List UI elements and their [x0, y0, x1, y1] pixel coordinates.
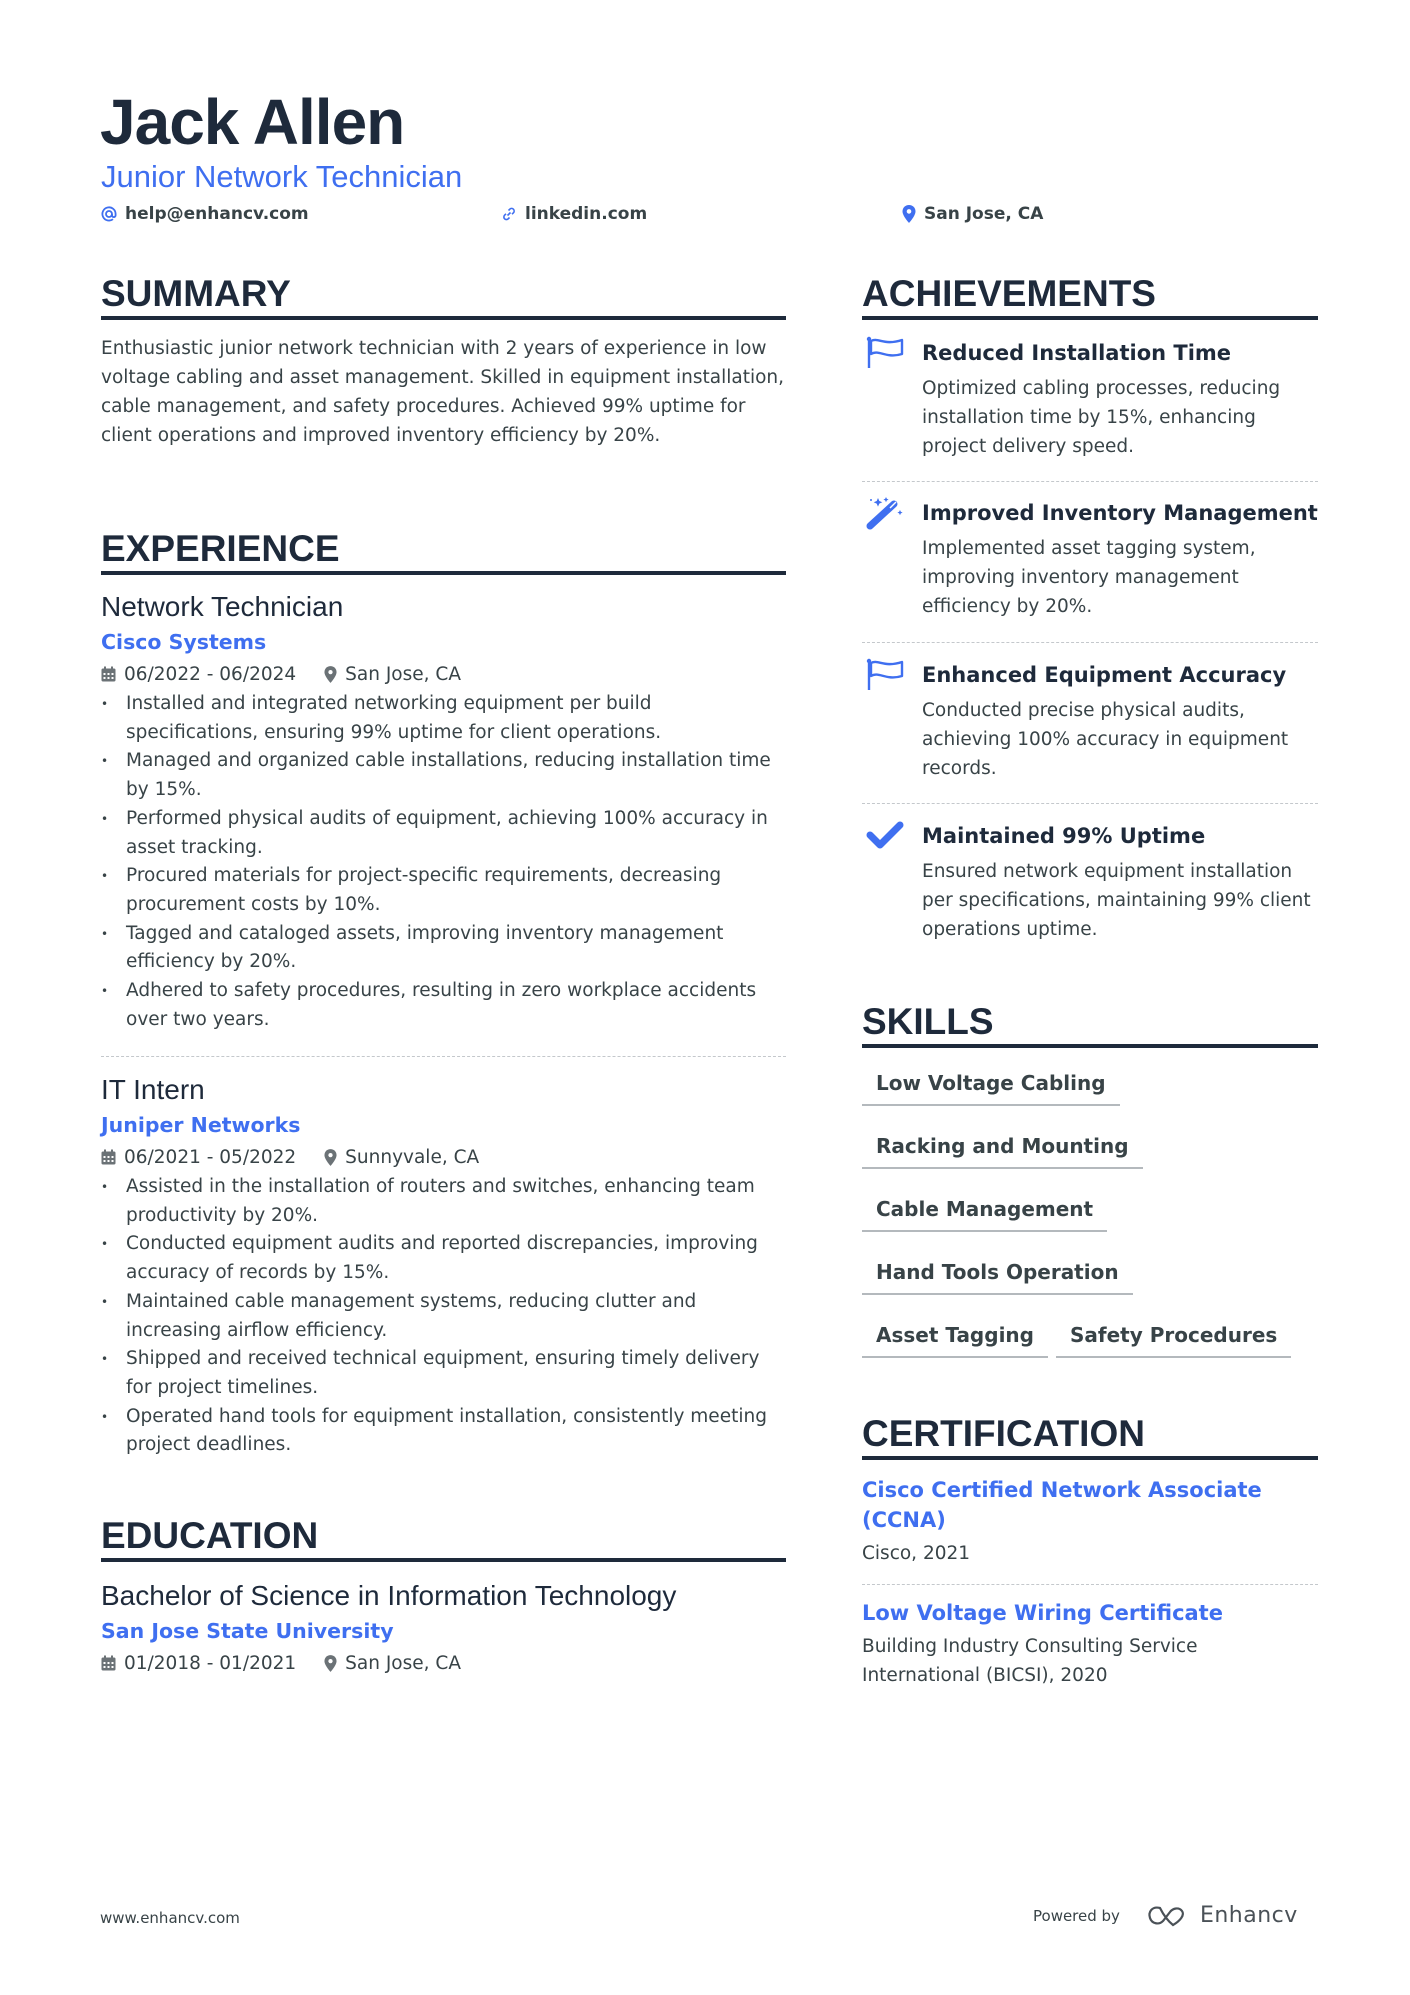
certification-title: Low Voltage Wiring Certificate [862, 1601, 1223, 1625]
job-bullet: • Performed physical audits of equipment, achieving 100% accuracy in asset tracking. [101, 805, 786, 862]
certification-title: Cisco Certified Network Associate (CCNA) [862, 1478, 1262, 1532]
calendar-icon [101, 1655, 116, 1671]
powered-by-label: Powered by [1033, 1906, 1120, 1925]
education-dates [101, 1653, 296, 1674]
job-dates [101, 1147, 296, 1168]
achievement-description: Implemented asset tagging system, improving inventory management efficiency by 20%. [922, 538, 1256, 617]
achievement-description: Ensured network equipment installation per specifications, maintaining 99% client operations uptime. [922, 861, 1311, 940]
achievement-title: Improved Inventory Management [922, 501, 1318, 525]
job-bullet: • Maintained cable management systems, reducing clutter and increasing airflow efficiency. [101, 1288, 786, 1345]
summary-heading: SUMMARY [101, 272, 786, 320]
education-item [101, 1578, 786, 1677]
skill-tag: Low Voltage Cabling [862, 1068, 1120, 1106]
certification-issuer: Building Industry Consulting Service International (BICSI), 2020 [862, 1636, 1198, 1686]
job-bullet: • Installed and integrated networking equipment per build specifications, ensuring 99% uptime for client operations. [101, 690, 786, 747]
achievement-divider [862, 481, 1318, 482]
job-location-text: San Jose, CA [345, 663, 461, 685]
job-bullet: • Tagged and cataloged assets, improving inventory management efficiency by 20%. [101, 920, 786, 977]
education-location-text: San Jose, CA [345, 1652, 461, 1674]
contact-location-text: San Jose, CA [924, 204, 1044, 224]
education-heading: EDUCATION [101, 1514, 786, 1562]
job-dates [101, 664, 296, 685]
certification-heading: CERTIFICATION [862, 1412, 1318, 1460]
experience-item [101, 1072, 786, 1460]
location-pin-icon [902, 205, 916, 223]
job-meta [101, 660, 786, 688]
contact-email[interactable] [101, 202, 309, 226]
job-role: IT Intern [101, 1074, 205, 1105]
achievement-title: Maintained 99% Uptime [922, 824, 1206, 848]
footer-website[interactable]: www.enhancv.com [100, 1909, 240, 1927]
achievement-divider [862, 642, 1318, 643]
brand-name: Enhancv [1199, 1903, 1298, 1928]
certification-divider [862, 1584, 1318, 1585]
achievement-title: Reduced Installation Time [922, 341, 1232, 365]
at-icon [101, 206, 117, 222]
magic-wand-icon [866, 496, 904, 530]
enhancv-logo-icon [1146, 1904, 1192, 1928]
contact-linkedin[interactable] [501, 202, 647, 226]
job-bullet: • Operated hand tools for equipment installation, consistently meeting project deadlines. [101, 1403, 786, 1460]
job-bullet: • Shipped and received technical equipment, ensuring timely delivery for project timelines. [101, 1345, 786, 1402]
calendar-icon [101, 1149, 116, 1165]
job-bullet: • Procured materials for project-specific requirements, decreasing procurement costs by 10%. [101, 862, 786, 919]
link-icon [501, 206, 517, 222]
summary-text: Enthusiastic junior network technician with 2 years of experience in low voltage cabling and asset management. Skilled in equipment installation, cable management, and safety procedures. Achieved 99% uptime for client operations and improved inventory efficiency by 20%. [101, 338, 785, 446]
candidate-title: Junior Network Technician [101, 159, 463, 194]
flag-icon [866, 336, 904, 370]
location-pin-icon [324, 1655, 337, 1672]
skill-tag: Cable Management [862, 1194, 1107, 1232]
education-school: San Jose State University [101, 1619, 394, 1643]
experience-heading: EXPERIENCE [101, 527, 786, 575]
certification-item [862, 1598, 1318, 1690]
experience-divider [101, 1056, 786, 1057]
job-bullet: • Conducted equipment audits and reported discrepancies, improving accuracy of records by 15%. [101, 1230, 786, 1287]
skill-tag: Hand Tools Operation [862, 1257, 1133, 1295]
achievements-heading: ACHIEVEMENTS [862, 272, 1318, 320]
contact-linkedin-text: linkedin.com [525, 204, 648, 224]
job-location [324, 664, 461, 685]
job-dates-text: 06/2022 - 06/2024 [124, 663, 297, 685]
job-dates-text: 06/2021 - 05/2022 [124, 1146, 297, 1168]
checkmark-icon [866, 819, 904, 853]
job-bullets [101, 690, 786, 1034]
job-company: Cisco Systems [101, 630, 267, 654]
contact-location [902, 202, 1043, 226]
job-location [324, 1147, 479, 1168]
experience-item [101, 589, 786, 1034]
skills-heading: SKILLS [862, 1000, 1318, 1048]
certification-issuer: Cisco, 2021 [862, 1543, 971, 1564]
certification-item [862, 1475, 1318, 1568]
job-meta [101, 1143, 786, 1171]
job-company: Juniper Networks [101, 1113, 301, 1137]
flag-icon [866, 658, 904, 692]
calendar-icon [101, 666, 116, 682]
candidate-name: Jack Allen [100, 86, 405, 158]
job-bullet: • Managed and organized cable installations, reducing installation time by 15%. [101, 747, 786, 804]
education-degree: Bachelor of Science in Information Technology [101, 1580, 677, 1611]
location-pin-icon [324, 666, 337, 683]
skill-tag: Safety Procedures [1056, 1320, 1291, 1358]
achievement-divider [862, 803, 1318, 804]
location-pin-icon [324, 1149, 337, 1166]
job-role: Network Technician [101, 591, 344, 622]
skill-tag: Asset Tagging [862, 1320, 1048, 1358]
achievement-description: Optimized cabling processes, reducing installation time by 15%, enhancing project delivery speed. [922, 378, 1281, 457]
education-meta [101, 1649, 786, 1677]
achievement-title: Enhanced Equipment Accuracy [922, 663, 1287, 687]
job-location-text: Sunnyvale, CA [345, 1146, 480, 1168]
job-bullet: • Assisted in the installation of routers and switches, enhancing team productivity by 20%. [101, 1173, 786, 1230]
footer-powered-by[interactable] [1033, 1903, 1298, 1928]
education-dates-text: 01/2018 - 01/2021 [124, 1652, 297, 1674]
contact-email-text: help@enhancv.com [125, 204, 309, 224]
education-location [324, 1653, 461, 1674]
job-bullets [101, 1173, 786, 1460]
job-bullet: • Adhered to safety procedures, resulting in zero workplace accidents over two years. [101, 977, 786, 1034]
achievement-description: Conducted precise physical audits, achieving 100% accuracy in equipment records. [922, 700, 1289, 779]
skill-tag: Racking and Mounting [862, 1131, 1143, 1169]
